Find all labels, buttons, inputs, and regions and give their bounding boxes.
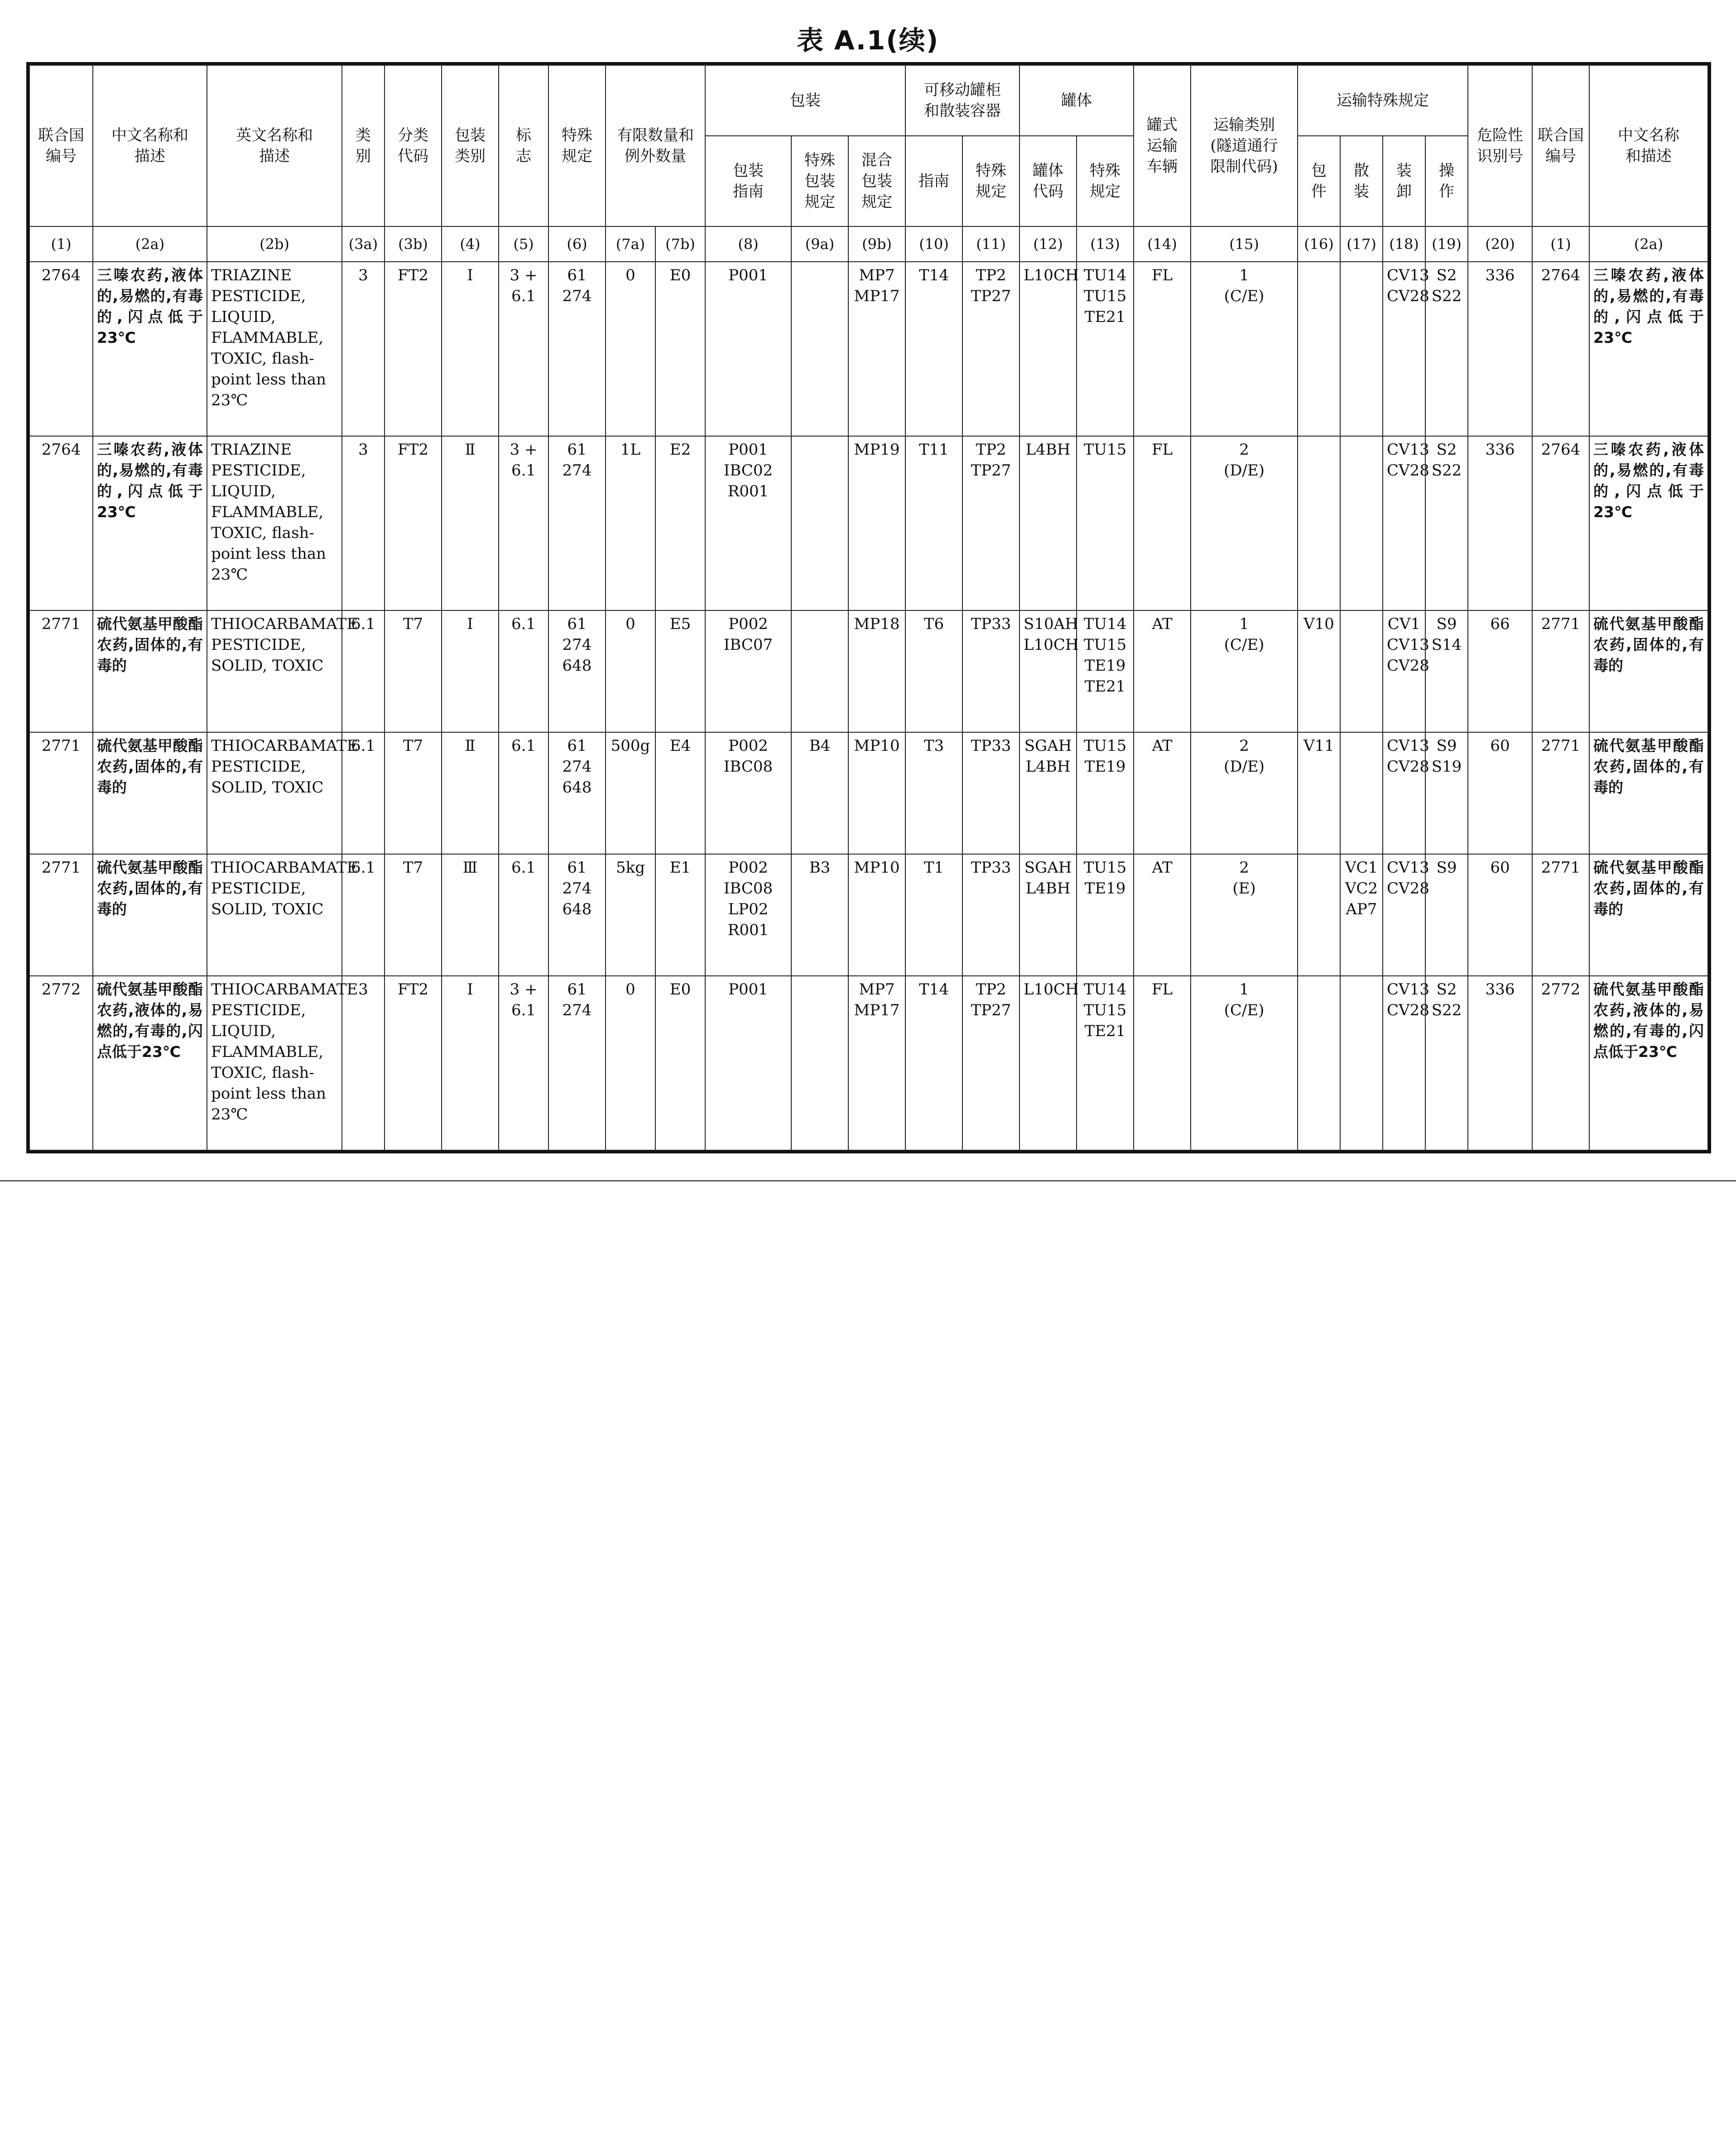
- cell-chinese-name: 三嗪农药,液体的,易燃的,有毒的,闪点低于23℃: [93, 436, 207, 610]
- cell-limited-quantity: 5kg: [606, 854, 655, 976]
- cell-special-packing-provisions: B3: [791, 854, 848, 976]
- cell-transport-category: 1 (C/E): [1191, 976, 1298, 1150]
- cell-english-name: THIOCARBAMATE PESTICIDE, SOLID, TOXIC: [207, 610, 342, 732]
- dangerous-goods-table: [29, 65, 1708, 1151]
- cell-chinese-name-repeat: 三嗪农药,液体的,易燃的,有毒的,闪点低于23℃: [1589, 262, 1708, 436]
- column-number: (7b): [655, 226, 705, 262]
- cell-portable-tank-instructions: T1: [905, 854, 962, 976]
- cell-english-name: THIOCARBAMATE PESTICIDE, SOLID, TOXIC: [207, 732, 342, 854]
- cell-special-bulk: [1340, 610, 1383, 732]
- column-number-row: [29, 226, 1708, 262]
- table-row: [29, 976, 1708, 1150]
- header-transport-category: 运输类别 (隧道通行 限制代码): [1191, 65, 1298, 226]
- cell-chinese-name: 硫代氨基甲酸酯农药,固体的,有毒的: [93, 732, 207, 854]
- cell-special-bulk: [1340, 436, 1383, 610]
- cell-tank-special: TU15: [1077, 436, 1134, 610]
- table-row: [29, 854, 1708, 976]
- cell-un-number: 2771: [29, 732, 93, 854]
- page-title: 表 A.1(续): [797, 25, 939, 56]
- cell-hazard-id: 60: [1468, 732, 1532, 854]
- header-packages: 包 件: [1298, 136, 1340, 226]
- cell-special-packing-provisions: [791, 262, 848, 436]
- cell-excepted-quantity: E4: [655, 732, 705, 854]
- cell-special-loading: CV13 CV28: [1383, 732, 1425, 854]
- table-body: [29, 262, 1708, 1150]
- cell-un-number: 2764: [29, 262, 93, 436]
- cell-un-number-repeat: 2771: [1532, 854, 1589, 976]
- cell-special-bulk: [1340, 976, 1383, 1150]
- cell-transport-category: 2 (D/E): [1191, 732, 1298, 854]
- column-number: (10): [905, 226, 962, 262]
- cell-chinese-name: 硫代氨基甲酸酯农药,固体的,有毒的: [93, 610, 207, 732]
- cell-special-packages: V10: [1298, 610, 1340, 732]
- cell-class: 3: [342, 262, 385, 436]
- cell-english-name: THIOCARBAMATE PESTICIDE, SOLID, TOXIC: [207, 854, 342, 976]
- cell-special-packages: V11: [1298, 732, 1340, 854]
- cell-un-number-repeat: 2771: [1532, 610, 1589, 732]
- cell-un-number-repeat: 2771: [1532, 732, 1589, 854]
- cell-un-number: 2771: [29, 610, 93, 732]
- cell-portable-tank-instructions: T14: [905, 976, 962, 1150]
- cell-classification-code: FT2: [385, 262, 442, 436]
- cell-chinese-name-repeat: 硫代氨基甲酸酯农药,固体的,有毒的: [1589, 610, 1708, 732]
- header-operation: 操 作: [1425, 136, 1468, 226]
- column-number: (16): [1298, 226, 1340, 262]
- cell-un-number-repeat: 2764: [1532, 436, 1589, 610]
- cell-packing-group: Ⅱ: [442, 436, 499, 610]
- cell-special-provisions: 61 274: [548, 436, 606, 610]
- cell-packing-group: Ⅲ: [442, 854, 499, 976]
- cell-special-provisions: 61 274 648: [548, 854, 606, 976]
- column-number: (2b): [207, 226, 342, 262]
- cell-excepted-quantity: E1: [655, 854, 705, 976]
- cell-tank-special: TU14 TU15 TE19 TE21: [1077, 610, 1134, 732]
- cell-packing-instructions: P002 IBC08: [705, 732, 791, 854]
- cell-tank-code: S10AH L10CH: [1019, 610, 1077, 732]
- header-bulk: 散 装: [1340, 136, 1383, 226]
- cell-special-bulk: [1340, 732, 1383, 854]
- column-number: (20): [1468, 226, 1532, 262]
- cell-special-loading: CV13 CV28: [1383, 854, 1425, 976]
- cell-mixed-packing-provisions: MP19: [848, 436, 905, 610]
- dangerous-goods-table-frame: [26, 62, 1711, 1153]
- cell-portable-tank-instructions: T11: [905, 436, 962, 610]
- header-packing-instructions: 包装 指南: [705, 136, 791, 226]
- cell-un-number: 2764: [29, 436, 93, 610]
- cell-tank-special: TU15 TE19: [1077, 854, 1134, 976]
- cell-transport-category: 2 (E): [1191, 854, 1298, 976]
- cell-un-number-repeat: 2764: [1532, 262, 1589, 436]
- cell-chinese-name: 三嗪农药,液体的,易燃的,有毒的,闪点低于23℃: [93, 262, 207, 436]
- cell-special-operation: S2 S22: [1425, 436, 1468, 610]
- cell-mixed-packing-provisions: MP10: [848, 854, 905, 976]
- header-loading-unloading: 装 卸: [1383, 136, 1425, 226]
- cell-classification-code: FT2: [385, 436, 442, 610]
- cell-portable-tank-special: TP33: [962, 610, 1019, 732]
- cell-tank-vehicle: AT: [1134, 854, 1191, 976]
- cell-tank-vehicle: FL: [1134, 436, 1191, 610]
- column-number: (2a): [93, 226, 207, 262]
- cell-packing-instructions: P002 IBC07: [705, 610, 791, 732]
- cell-limited-quantity: 0: [606, 610, 655, 732]
- cell-class: 6.1: [342, 854, 385, 976]
- cell-special-loading: CV13 CV28: [1383, 262, 1425, 436]
- cell-chinese-name-repeat: 硫代氨基甲酸酯农药,固体的,有毒的: [1589, 854, 1708, 976]
- column-number: (12): [1019, 226, 1077, 262]
- cell-packing-group: Ⅱ: [442, 732, 499, 854]
- column-number: (4): [442, 226, 499, 262]
- cell-special-operation: S2 S22: [1425, 976, 1468, 1150]
- header-classification-code: 分类 代码: [385, 65, 442, 226]
- cell-portable-tank-special: TP2 TP27: [962, 436, 1019, 610]
- column-number: (17): [1340, 226, 1383, 262]
- cell-portable-tank-instructions: T3: [905, 732, 962, 854]
- page-bottom-rule: [0, 1180, 1736, 1181]
- header-chinese-name-repeat: 中文名称 和描述: [1589, 65, 1708, 226]
- header-special-provisions: 特殊 规定: [548, 65, 606, 226]
- cell-english-name: THIOCARBAMATE PESTICIDE, LIQUID, FLAMMABLE, TOXIC, flash- point less than 23℃: [207, 976, 342, 1150]
- cell-special-bulk: VC1 VC2 AP7: [1340, 854, 1383, 976]
- column-number: (13): [1077, 226, 1134, 262]
- column-number: (18): [1383, 226, 1425, 262]
- cell-special-provisions: 61 274 648: [548, 610, 606, 732]
- column-number: (3a): [342, 226, 385, 262]
- header-class: 类 别: [342, 65, 385, 226]
- cell-excepted-quantity: E5: [655, 610, 705, 732]
- column-number: (15): [1191, 226, 1298, 262]
- cell-packing-instructions: P001: [705, 262, 791, 436]
- header-chinese-name: 中文名称和 描述: [93, 65, 207, 226]
- cell-tank-code: SGAH L4BH: [1019, 732, 1077, 854]
- header-packaging: 包装: [705, 65, 905, 136]
- header-tank-code: 罐体 代码: [1019, 136, 1077, 226]
- cell-tank-special: TU15 TE19: [1077, 732, 1134, 854]
- header-packing-group: 包装 类别: [442, 65, 499, 226]
- cell-packing-group: Ⅰ: [442, 262, 499, 436]
- table-row: [29, 436, 1708, 610]
- header-english-name: 英文名称和 描述: [207, 65, 342, 226]
- cell-limited-quantity: 0: [606, 262, 655, 436]
- cell-mixed-packing-provisions: MP18: [848, 610, 905, 732]
- cell-transport-category: 1 (C/E): [1191, 610, 1298, 732]
- table-row: [29, 732, 1708, 854]
- cell-special-provisions: 61 274: [548, 976, 606, 1150]
- cell-special-operation: S2 S22: [1425, 262, 1468, 436]
- header-portable-tank-special: 特殊 规定: [962, 136, 1019, 226]
- header-labels: 标 志: [499, 65, 548, 226]
- header-un-number-repeat: 联合国 编号: [1532, 65, 1589, 226]
- cell-special-operation: S9 S14: [1425, 610, 1468, 732]
- cell-labels: 6.1: [499, 610, 548, 732]
- cell-portable-tank-special: TP33: [962, 854, 1019, 976]
- cell-english-name: TRIAZINE PESTICIDE, LIQUID, FLAMMABLE, TOXIC, flash- point less than 23℃: [207, 262, 342, 436]
- cell-special-packages: [1298, 854, 1340, 976]
- cell-portable-tank-instructions: T14: [905, 262, 962, 436]
- cell-tank-special: TU14 TU15 TE21: [1077, 262, 1134, 436]
- header-portable-tanks: 可移动罐柜 和散装容器: [905, 65, 1019, 136]
- cell-class: 3: [342, 976, 385, 1150]
- cell-portable-tank-special: TP2 TP27: [962, 976, 1019, 1150]
- cell-packing-instructions: P001: [705, 976, 791, 1150]
- cell-tank-special: TU14 TU15 TE21: [1077, 976, 1134, 1150]
- header-limited-excepted-quantities: 有限数量和 例外数量: [606, 65, 705, 226]
- cell-special-packing-provisions: [791, 976, 848, 1150]
- cell-excepted-quantity: E2: [655, 436, 705, 610]
- column-number: (9a): [791, 226, 848, 262]
- cell-portable-tank-special: TP33: [962, 732, 1019, 854]
- cell-special-operation: S9 S19: [1425, 732, 1468, 854]
- cell-portable-tank-special: TP2 TP27: [962, 262, 1019, 436]
- cell-special-provisions: 61 274: [548, 262, 606, 436]
- cell-chinese-name: 硫代氨基甲酸酯农药,液体的,易燃的,有毒的,闪点低于23℃: [93, 976, 207, 1150]
- cell-un-number: 2771: [29, 854, 93, 976]
- header-special-transport-provisions: 运输特殊规定: [1298, 65, 1468, 136]
- cell-tank-vehicle: FL: [1134, 976, 1191, 1150]
- cell-transport-category: 1 (C/E): [1191, 262, 1298, 436]
- cell-class: 3: [342, 436, 385, 610]
- cell-labels: 3 + 6.1: [499, 976, 548, 1150]
- cell-special-loading: CV13 CV28: [1383, 436, 1425, 610]
- header-hazard-id: 危险性 识别号: [1468, 65, 1532, 226]
- cell-hazard-id: 336: [1468, 976, 1532, 1150]
- cell-tank-code: L4BH: [1019, 436, 1077, 610]
- column-number: (14): [1134, 226, 1191, 262]
- cell-special-packages: [1298, 976, 1340, 1150]
- cell-excepted-quantity: E0: [655, 976, 705, 1150]
- cell-limited-quantity: 1L: [606, 436, 655, 610]
- cell-un-number: 2772: [29, 976, 93, 1150]
- table-row: [29, 262, 1708, 436]
- column-number: (3b): [385, 226, 442, 262]
- cell-excepted-quantity: E0: [655, 262, 705, 436]
- cell-packing-group: Ⅰ: [442, 976, 499, 1150]
- cell-labels: 6.1: [499, 732, 548, 854]
- header-special-packing-provisions: 特殊 包装 规定: [791, 136, 848, 226]
- cell-tank-vehicle: AT: [1134, 610, 1191, 732]
- cell-special-loading: CV13 CV28: [1383, 976, 1425, 1150]
- cell-tank-vehicle: FL: [1134, 262, 1191, 436]
- cell-tank-code: L10CH: [1019, 262, 1077, 436]
- cell-hazard-id: 60: [1468, 854, 1532, 976]
- cell-special-packing-provisions: B4: [791, 732, 848, 854]
- cell-special-packing-provisions: [791, 436, 848, 610]
- column-number: (9b): [848, 226, 905, 262]
- cell-labels: 6.1: [499, 854, 548, 976]
- cell-labels: 3 + 6.1: [499, 262, 548, 436]
- column-number: (19): [1425, 226, 1468, 262]
- column-number: (1): [1532, 226, 1589, 262]
- cell-english-name: TRIAZINE PESTICIDE, LIQUID, FLAMMABLE, TOXIC, flash- point less than 23℃: [207, 436, 342, 610]
- cell-packing-group: Ⅰ: [442, 610, 499, 732]
- column-number: (1): [29, 226, 93, 262]
- cell-classification-code: T7: [385, 610, 442, 732]
- cell-mixed-packing-provisions: MP7 MP17: [848, 976, 905, 1150]
- cell-hazard-id: 336: [1468, 436, 1532, 610]
- cell-tank-code: L10CH: [1019, 976, 1077, 1150]
- cell-chinese-name-repeat: 硫代氨基甲酸酯农药,液体的,易燃的,有毒的,闪点低于23℃: [1589, 976, 1708, 1150]
- header-mixed-packing-provisions: 混合 包装 规定: [848, 136, 905, 226]
- cell-mixed-packing-provisions: MP7 MP17: [848, 262, 905, 436]
- cell-chinese-name-repeat: 三嗪农药,液体的,易燃的,有毒的,闪点低于23℃: [1589, 436, 1708, 610]
- cell-classification-code: FT2: [385, 976, 442, 1150]
- table-row: [29, 610, 1708, 732]
- cell-tank-code: SGAH L4BH: [1019, 854, 1077, 976]
- cell-chinese-name: 硫代氨基甲酸酯农药,固体的,有毒的: [93, 854, 207, 976]
- cell-packing-instructions: P002 IBC08 LP02 R001: [705, 854, 791, 976]
- column-number: (5): [499, 226, 548, 262]
- cell-classification-code: T7: [385, 732, 442, 854]
- cell-mixed-packing-provisions: MP10: [848, 732, 905, 854]
- column-number: (6): [548, 226, 606, 262]
- column-number: (7a): [606, 226, 655, 262]
- cell-hazard-id: 66: [1468, 610, 1532, 732]
- cell-tank-vehicle: AT: [1134, 732, 1191, 854]
- header-portable-tank-instructions: 指南: [905, 136, 962, 226]
- cell-transport-category: 2 (D/E): [1191, 436, 1298, 610]
- cell-un-number-repeat: 2772: [1532, 976, 1589, 1150]
- column-number: (8): [705, 226, 791, 262]
- cell-limited-quantity: 500g: [606, 732, 655, 854]
- cell-limited-quantity: 0: [606, 976, 655, 1150]
- cell-special-provisions: 61 274 648: [548, 732, 606, 854]
- cell-special-operation: S9: [1425, 854, 1468, 976]
- header-un-number: 联合国 编号: [29, 65, 93, 226]
- cell-labels: 3 + 6.1: [499, 436, 548, 610]
- cell-packing-instructions: P001 IBC02 R001: [705, 436, 791, 610]
- cell-portable-tank-instructions: T6: [905, 610, 962, 732]
- cell-special-packages: [1298, 262, 1340, 436]
- cell-hazard-id: 336: [1468, 262, 1532, 436]
- cell-classification-code: T7: [385, 854, 442, 976]
- cell-special-packages: [1298, 436, 1340, 610]
- cell-chinese-name-repeat: 硫代氨基甲酸酯农药,固体的,有毒的: [1589, 732, 1708, 854]
- cell-class: 6.1: [342, 732, 385, 854]
- column-number: (2a): [1589, 226, 1708, 262]
- header-tank-special: 特殊 规定: [1077, 136, 1134, 226]
- cell-class: 6.1: [342, 610, 385, 732]
- cell-special-packing-provisions: [791, 610, 848, 732]
- header-tank-vehicle: 罐式 运输 车辆: [1134, 65, 1191, 226]
- cell-special-loading: CV1 CV13 CV28: [1383, 610, 1425, 732]
- column-number: (11): [962, 226, 1019, 262]
- cell-special-bulk: [1340, 262, 1383, 436]
- header-tanks: 罐体: [1019, 65, 1134, 136]
